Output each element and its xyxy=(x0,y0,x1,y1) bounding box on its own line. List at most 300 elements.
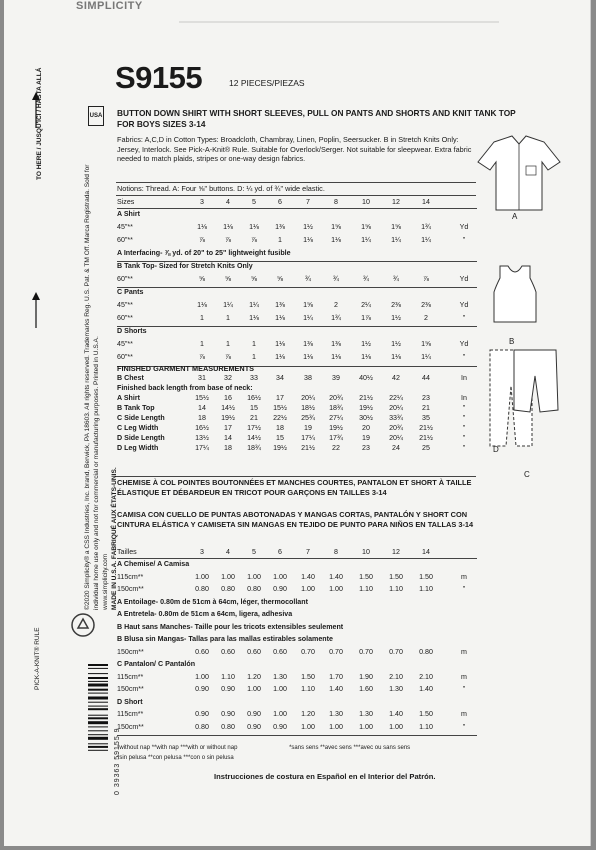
row-label: Sizes xyxy=(117,198,135,206)
table-cell: 22 xyxy=(332,444,340,452)
table-cell: 1.10 xyxy=(301,685,315,693)
table-cell: 1.00 xyxy=(273,710,287,718)
table-cell: 1.10 xyxy=(221,672,235,681)
barcode-bar xyxy=(88,706,108,707)
table-cell: 2 xyxy=(424,314,428,322)
unit-cell: m xyxy=(461,710,467,718)
unit-cell: " xyxy=(462,444,466,452)
row-label: B Blusa sin Mangas- Tallas para las mallas estirables solamente xyxy=(117,635,333,643)
row-label: 115cm** xyxy=(117,672,144,681)
table-cell: 1¼ xyxy=(223,301,233,309)
table-cell: 20¼ xyxy=(389,404,403,412)
table-cell: 14 xyxy=(422,548,430,556)
table-cell: 0.70 xyxy=(301,647,315,656)
table-cell: 12 xyxy=(392,198,400,206)
table-cell: 19½ xyxy=(273,444,287,452)
table-cell: 0.70 xyxy=(359,647,373,656)
table-cell: 1⅛ xyxy=(249,223,259,231)
table-cell: 0.90 xyxy=(247,722,261,731)
table-cell: 17¼ xyxy=(301,434,315,442)
row-label: C Side Length xyxy=(117,414,165,422)
table-cell: 2⅜ xyxy=(421,301,431,309)
table-cell: 35 xyxy=(422,414,430,422)
row-label: B Tank Top xyxy=(117,404,155,412)
unit-cell: " xyxy=(462,404,466,412)
row-label: D Shorts xyxy=(117,327,147,335)
table-cell: 1⅛ xyxy=(275,314,285,322)
table-cell: 0.80 xyxy=(195,585,209,593)
unit-cell: " xyxy=(462,722,466,731)
table-cell: 1½ xyxy=(391,340,401,348)
table-cell: 1⅜ xyxy=(303,340,313,348)
table-cell: 18¾ xyxy=(329,404,343,412)
table-cell: 2.10 xyxy=(419,672,433,681)
table-cell: 1.00 xyxy=(221,572,235,581)
usa-badge-text: USA xyxy=(89,113,103,119)
finished-measurements-table xyxy=(117,374,477,474)
barcode-bar xyxy=(88,746,108,748)
barcode-bar xyxy=(88,737,108,740)
barcode-bar xyxy=(88,681,108,682)
table-cell: 1⅛ xyxy=(331,236,341,244)
table-cell: 0.60 xyxy=(195,647,209,656)
table-cell: 18 xyxy=(276,424,284,432)
table-cell: 1.00 xyxy=(389,722,403,731)
table-cell: 18 xyxy=(198,414,206,422)
table-cell: 22½ xyxy=(273,414,287,422)
unit-cell: In xyxy=(461,374,467,382)
table-cell: 1 xyxy=(200,340,204,348)
table-cell: 1⅜ xyxy=(275,301,285,309)
notions-description: Notions: Thread. A: Four ⅝" buttons. D: ¼ yd. of ¾" wide elastic. xyxy=(117,184,325,193)
table-cell: 1⅛ xyxy=(303,236,313,244)
barcode-bar xyxy=(88,734,108,735)
table-cell: 1.00 xyxy=(329,585,343,593)
table-cell: 33 xyxy=(250,374,258,382)
row-label: 60"** xyxy=(117,275,133,283)
table-cell: 1¼ xyxy=(391,236,401,244)
table-cell: 16½ xyxy=(247,394,261,402)
barcode-bar xyxy=(88,708,108,710)
table-cell: 0.90 xyxy=(195,710,209,718)
to-here-label: TO HERE / JUSQU'ICI / HASTA ALLÁ xyxy=(36,67,43,180)
table-cell: 1.00 xyxy=(301,585,315,593)
barcode-bars xyxy=(86,662,110,792)
row-label: C Leg Width xyxy=(117,424,159,432)
fabrics-description: Fabrics: A,C,D in Cotton Types: Broadcloth, Chambray, Linen, Poplin, Seersucker. B in Stretch Knits Only: Jersey, Interlock. See Pick-A-Knit® Rule. Suitable for Overlock/Serger. Not suitable for sleepwear. Extra fabric needed to match plaids, stripes or one-way design fabrics. xyxy=(117,135,472,164)
table-cell: 1 xyxy=(200,314,204,322)
table-cell: 1.00 xyxy=(195,672,209,681)
row-label: 150cm** xyxy=(117,585,144,593)
made-in-text: MADE IN U.S.A. FABRIQUÉ AUX ÉTATS-UNIS. xyxy=(111,467,118,610)
table-cell: 1¼ xyxy=(249,301,259,309)
unit-cell: " xyxy=(462,353,466,361)
table-cell: 18½ xyxy=(301,404,315,412)
table-cell: ¾ xyxy=(333,275,339,283)
table-cell: 1.50 xyxy=(389,572,403,581)
row-label: B Haut sans Manches- Taille pour les tricots extensibles seulement xyxy=(117,622,344,631)
table-cell: 39 xyxy=(332,374,340,382)
row-label: D Side Length xyxy=(117,434,165,442)
table-cell: 1.10 xyxy=(419,585,433,593)
table-cell: 20¼ xyxy=(389,434,403,442)
table-cell: 12 xyxy=(392,548,400,556)
row-label: A Chemise/ A Camisa xyxy=(117,560,190,568)
table-divider xyxy=(117,558,477,559)
table-cell: 1.10 xyxy=(359,585,373,593)
unit-cell: " xyxy=(462,685,466,693)
row-label: 60"** xyxy=(117,236,133,244)
legend-french: *sans sens **avec sens ***avec ou sans sens xyxy=(289,745,411,751)
table-cell: 1¼ xyxy=(303,314,313,322)
table-cell: 5 xyxy=(252,548,256,556)
barcode-bar xyxy=(88,750,108,751)
table-cell: 1 xyxy=(252,353,256,361)
copyright-block xyxy=(83,140,119,610)
yardage-table-metric xyxy=(117,548,477,738)
table-cell: 7 xyxy=(306,198,310,206)
copyright-text: ©2020 Simplicity® a CSS Industries, Inc. brand, Berwick, PA 18603. All rights reserved. Trademarks Reg. U.S. Pat. & TM Off. Marca Registrada. Sold for individual home use only and not for commercial or manufacturing purposes. Printed in U.S.A. xyxy=(84,164,100,610)
table-cell: 1⅝ xyxy=(391,223,401,231)
table-cell: 22¼ xyxy=(389,394,403,402)
table-cell: 20¾ xyxy=(389,424,403,432)
table-cell: 3 xyxy=(200,548,204,556)
table-cell: 0.60 xyxy=(247,647,261,656)
unit-cell: Yd xyxy=(459,223,469,231)
table-cell: ¾ xyxy=(363,275,369,283)
barcode-bar xyxy=(88,689,108,691)
table-cell: 1 xyxy=(252,340,256,348)
table-cell: 1 xyxy=(226,314,230,322)
unit-cell: " xyxy=(462,424,466,432)
table-cell: 6 xyxy=(278,198,282,206)
table-cell: 24 xyxy=(392,444,400,452)
pants-shorts-illustration xyxy=(486,346,561,456)
unit-cell: m xyxy=(461,572,467,581)
table-cell: 17¼ xyxy=(195,444,209,452)
table-cell: 1⅛ xyxy=(249,314,259,322)
table-cell: 0.80 xyxy=(247,585,261,593)
table-cell: 0.90 xyxy=(221,710,235,718)
unit-cell: " xyxy=(462,236,466,244)
table-divider xyxy=(117,735,477,736)
table-cell: ⅞ xyxy=(423,275,429,283)
table-cell: 0.80 xyxy=(221,722,235,731)
table-cell: 34 xyxy=(276,374,284,382)
table-cell: 1¼ xyxy=(421,353,431,361)
spanish-title: CAMISA CON CUELLO DE PUNTAS ABOTONADAS Y MANGAS CORTAS, PANTALÓN Y SHORT CON CINTURA ELÁSTICA Y CAMISETA SIN MANGAS EN TEJIDO DE PUNTO PARA NIÑOS EN TALLAS 3-14 xyxy=(117,510,474,529)
table-cell: 1⅞ xyxy=(361,314,371,322)
table-cell: 1.50 xyxy=(359,572,373,581)
figure-label-d: D xyxy=(493,445,499,454)
table-cell: 19½ xyxy=(221,414,235,422)
table-cell: 27¼ xyxy=(329,414,343,422)
barcode-bar xyxy=(88,715,108,716)
table-cell: 8 xyxy=(334,198,338,206)
table-cell: 16½ xyxy=(195,424,209,432)
row-label: D Leg Width xyxy=(117,444,159,452)
figure-label-c: C xyxy=(524,470,530,479)
table-cell: 1.00 xyxy=(359,722,373,731)
row-label: A Interfacing- ⅞ yd. of 20" to 25" lightweight fusible xyxy=(117,249,291,257)
table-cell: 1.40 xyxy=(301,572,315,581)
brand-name: SIMPLICITY xyxy=(76,0,143,12)
table-cell: 1.00 xyxy=(195,572,209,581)
row-label: 150cm** xyxy=(117,722,144,731)
table-cell: 21½ xyxy=(359,394,373,402)
row-label: 60"** xyxy=(117,314,133,322)
table-cell: 1.40 xyxy=(329,572,343,581)
table-cell: 1.00 xyxy=(273,572,287,581)
table-cell: 20¼ xyxy=(301,394,315,402)
table-cell: 2 xyxy=(334,301,338,309)
divider xyxy=(116,182,476,183)
table-cell: 1¾ xyxy=(421,223,431,231)
table-cell: 0.60 xyxy=(221,647,235,656)
barcode-bar xyxy=(88,668,108,669)
table-cell: ¾ xyxy=(305,275,311,283)
table-cell: 1⅝ xyxy=(303,301,313,309)
table-cell: 1⅛ xyxy=(223,223,233,231)
table-cell: 4 xyxy=(226,198,230,206)
table-cell: 1⅛ xyxy=(303,353,313,361)
table-cell: 18¾ xyxy=(247,444,261,452)
recycle-icon xyxy=(70,612,96,638)
table-cell: 2.10 xyxy=(389,672,403,681)
table-cell: 0.60 xyxy=(273,647,287,656)
table-cell: ⅝ xyxy=(199,275,205,283)
row-label: 115cm** xyxy=(117,710,144,718)
table-cell: 1 xyxy=(278,236,282,244)
table-cell: 4 xyxy=(226,548,230,556)
table-cell: 23 xyxy=(422,394,430,402)
row-label: 60"** xyxy=(117,353,133,361)
table-cell: 31 xyxy=(198,374,206,382)
table-cell: 1⅛ xyxy=(391,353,401,361)
table-cell: ⅞ xyxy=(225,353,231,361)
table-cell: ⅝ xyxy=(225,275,231,283)
table-cell: 1½ xyxy=(391,314,401,322)
table-cell: 17 xyxy=(224,424,232,432)
table-cell: 1.00 xyxy=(247,685,261,693)
barcode-bar xyxy=(88,702,108,703)
barcode-bar xyxy=(88,730,108,731)
unit-cell: " xyxy=(462,585,466,593)
row-label: A Shirt xyxy=(117,210,140,218)
table-cell: 1.40 xyxy=(389,710,403,718)
table-cell: 16 xyxy=(224,394,232,402)
table-cell: 15½ xyxy=(273,404,287,412)
table-cell: 33¾ xyxy=(389,414,403,422)
unit-cell: " xyxy=(462,414,466,422)
table-cell: 0.70 xyxy=(329,647,343,656)
table-cell: 1⅝ xyxy=(361,223,371,231)
table-cell: 14½ xyxy=(221,404,235,412)
table-cell: 17 xyxy=(276,394,284,402)
spanish-instructions-note: Instrucciones de costura en Español en el Interior del Patrón. xyxy=(214,772,436,781)
table-cell: 14 xyxy=(422,198,430,206)
barcode-number: 0 39363 59155 9 xyxy=(114,727,121,795)
row-label: 45"** xyxy=(117,340,133,348)
pattern-number: S9155 xyxy=(115,60,203,95)
table-cell: 1.50 xyxy=(419,572,433,581)
unit-cell: Yd xyxy=(459,301,469,309)
barcode-bar xyxy=(88,684,108,687)
table-cell: 14 xyxy=(198,404,206,412)
table-cell: 10 xyxy=(362,548,370,556)
table-cell: 1.10 xyxy=(389,585,403,593)
table-cell: 14 xyxy=(224,434,232,442)
up-arrow-icon xyxy=(24,290,48,330)
pick-a-knit-note xyxy=(34,627,42,690)
table-cell: 21 xyxy=(422,404,430,412)
table-cell: 15½ xyxy=(195,394,209,402)
table-cell: 6 xyxy=(278,548,282,556)
row-label: B Chest xyxy=(117,374,144,382)
table-cell: 1.20 xyxy=(247,672,261,681)
table-cell: 0.90 xyxy=(221,685,235,693)
barcode xyxy=(86,662,110,792)
table-cell: 44 xyxy=(422,374,430,382)
table-cell: 20¾ xyxy=(329,394,343,402)
table-cell: 1.00 xyxy=(247,572,261,581)
table-cell: 17¾ xyxy=(329,434,343,442)
table-cell: 1⅜ xyxy=(331,340,341,348)
table-cell: 7 xyxy=(306,548,310,556)
pattern-envelope-back xyxy=(4,0,591,846)
unit-cell: Yd xyxy=(459,340,469,348)
table-cell: ⅞ xyxy=(251,236,257,244)
table-cell: ⅞ xyxy=(225,236,231,244)
barcode-bar xyxy=(88,697,108,700)
table-divider xyxy=(117,287,477,288)
tank-top-illustration xyxy=(490,264,540,324)
row-label: 45"** xyxy=(117,223,133,231)
table-cell: 21 xyxy=(250,414,258,422)
barcode-bar xyxy=(88,717,108,719)
table-cell: 1⅜ xyxy=(275,223,285,231)
table-cell: 1.20 xyxy=(301,710,315,718)
row-label: C Pantalon/ C Pantalón xyxy=(117,660,196,668)
table-cell: 1⅝ xyxy=(331,223,341,231)
table-cell: 1.30 xyxy=(329,710,343,718)
table-cell: 15 xyxy=(250,404,258,412)
table-cell: ⅝ xyxy=(251,275,257,283)
row-label: A Shirt xyxy=(117,394,140,402)
table-cell: 21½ xyxy=(301,444,315,452)
barcode-bar xyxy=(88,673,108,674)
table-cell: 1.00 xyxy=(329,722,343,731)
table-cell: 13½ xyxy=(195,434,209,442)
table-cell: 1.40 xyxy=(419,685,433,693)
table-cell: 19 xyxy=(362,434,370,442)
barcode-bar xyxy=(88,726,108,727)
table-cell: 0.80 xyxy=(195,722,209,731)
unit-cell: m xyxy=(461,647,467,656)
table-cell: 1.50 xyxy=(301,672,315,681)
top-strip-lines xyxy=(179,2,499,24)
legend-spanish: *sin pelusa **con pelusa ***con o sin pelusa xyxy=(117,755,234,761)
table-cell: ⅞ xyxy=(199,236,205,244)
table-cell: 1⅛ xyxy=(275,340,285,348)
row-label: B Tank Top- Sized for Stretch Knits Only xyxy=(117,262,253,270)
table-cell: 1.10 xyxy=(419,722,433,731)
table-cell: 0.80 xyxy=(419,647,433,656)
legend-english: *without nap **with nap ***with or without nap xyxy=(117,745,238,751)
table-cell: 1.30 xyxy=(273,672,287,681)
row-label: Finished back length from base of neck: xyxy=(117,384,253,392)
divider xyxy=(116,195,476,196)
table-cell: ⅝ xyxy=(277,275,283,283)
table-cell: 2¼ xyxy=(361,301,371,309)
table-cell: 1.90 xyxy=(359,672,373,681)
table-cell: 1¼ xyxy=(361,236,371,244)
table-cell: 19½ xyxy=(329,424,343,432)
table-cell: 1.70 xyxy=(329,672,343,681)
table-cell: 25 xyxy=(422,444,430,452)
table-cell: 0.90 xyxy=(247,710,261,718)
table-cell: 38 xyxy=(304,374,312,382)
table-cell: 25¾ xyxy=(301,414,315,422)
table-cell: 20 xyxy=(362,424,370,432)
figure-label-a: A xyxy=(512,212,518,221)
table-cell: 0.90 xyxy=(273,722,287,731)
unit-cell: m xyxy=(461,672,467,681)
top-size-strip xyxy=(179,2,499,26)
row-label: 45"** xyxy=(117,301,133,309)
table-divider xyxy=(117,326,477,327)
table-cell: 3 xyxy=(200,198,204,206)
table-divider xyxy=(117,208,477,209)
barcode-bar xyxy=(88,677,108,679)
unit-cell: " xyxy=(462,314,466,322)
row-label: Tailles xyxy=(117,548,137,556)
table-cell: 1⅛ xyxy=(275,353,285,361)
table-cell: 17½ xyxy=(247,424,261,432)
table-cell: 19 xyxy=(304,424,312,432)
table-cell: 30½ xyxy=(359,414,373,422)
table-cell: 1⅛ xyxy=(197,301,207,309)
pick-a-knit-text: PICK-A-KNIT® RULE xyxy=(34,627,41,690)
french-title: CHEMISE À COL POINTES BOUTONNÉES ET MANCHES COURTES, PANTALON ET SHORT À TAILLE ÉLASTIQUE ET DÉBARDEUR EN TRICOT POUR GARÇONS EN TAILLES 3-14 xyxy=(117,478,472,497)
table-cell: 0.70 xyxy=(389,647,403,656)
table-cell: 10 xyxy=(362,198,370,206)
website-text: www.simplicity.com xyxy=(102,553,109,610)
table-cell: 1¼ xyxy=(421,236,431,244)
table-cell: 1.40 xyxy=(329,685,343,693)
table-cell: 1.30 xyxy=(359,710,373,718)
finished-measurements-title: FINISHED GARMENT MEASUREMENTS xyxy=(117,364,255,373)
barcode-bar xyxy=(88,743,108,744)
table-cell: 1.00 xyxy=(273,685,287,693)
table-cell: 5 xyxy=(252,198,256,206)
row-label: 150cm** xyxy=(117,685,144,693)
table-cell: 1⅛ xyxy=(197,223,207,231)
table-cell: 1⅛ xyxy=(331,353,341,361)
table-cell: 1½ xyxy=(303,223,313,231)
table-cell: 1.00 xyxy=(301,722,315,731)
table-cell: 0.90 xyxy=(273,585,287,593)
yardage-table-english xyxy=(117,198,477,368)
table-cell: 1.50 xyxy=(419,710,433,718)
table-cell: 42 xyxy=(392,374,400,382)
unit-cell: Yd xyxy=(459,275,469,283)
table-cell: 0.80 xyxy=(221,585,235,593)
barcode-bar xyxy=(88,721,108,724)
row-label: A Entoilage- 0.80m de 51cm à 64cm, léger, thermocollant xyxy=(117,597,308,606)
row-label: D Short xyxy=(117,697,143,706)
pattern-title: BUTTON DOWN SHIRT WITH SHORT SLEEVES, PULL ON PANTS AND SHORTS AND KNIT TANK TOP FOR BOYS SIZES 3-14 xyxy=(117,108,516,129)
